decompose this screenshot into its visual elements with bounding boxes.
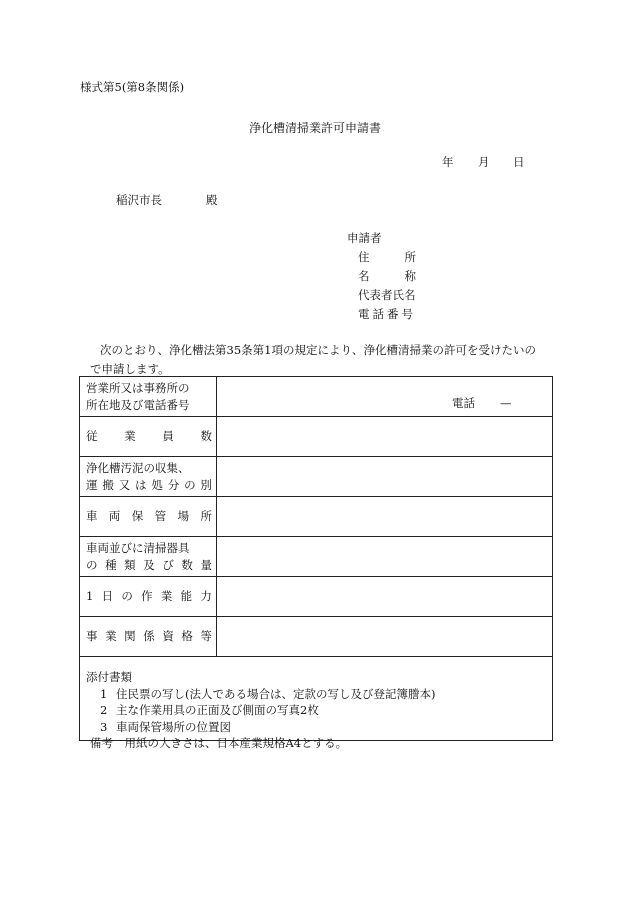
equipment-label: 車両並びに清掃器具 の 種 類 及 び 数 量 [80, 537, 217, 577]
label-char: 業 [160, 589, 173, 603]
label-char: 又 [118, 477, 131, 492]
phone-label: 電話 [452, 396, 475, 410]
application-table [79, 376, 553, 741]
attachments-heading: 添付書類 [86, 670, 132, 684]
daily-capacity-label [80, 577, 217, 617]
label-char: 格 [181, 629, 193, 643]
daily-capacity-field[interactable] [217, 577, 553, 617]
label-char: 両 [108, 509, 121, 523]
applicant-phone-label [358, 309, 416, 321]
label-char: 事 [86, 629, 98, 643]
label-char: 分 [167, 477, 180, 492]
label-char: 等 [200, 629, 212, 643]
table-row [80, 577, 553, 617]
page-title: 浄化槽清掃業許可申請書 [248, 121, 381, 135]
label-char: 運 [86, 477, 98, 492]
date-year-label: 年 [442, 155, 454, 169]
label-char: 力 [200, 589, 212, 603]
label-char: 数 [200, 429, 212, 443]
label-char: 1 [86, 589, 94, 603]
label-char: 係 [143, 629, 155, 643]
table-row [80, 657, 553, 741]
label-char: 及 [143, 557, 155, 572]
label-char: 数 [181, 557, 193, 572]
equipment-field[interactable] [217, 537, 553, 577]
qualifications-field[interactable] [217, 617, 553, 657]
applicant-name-label: 名 称 [358, 269, 416, 283]
label-char: 処 [151, 477, 163, 492]
sludge-handling-field[interactable] [217, 457, 553, 497]
attachment-item: 2 主な作業用具の正面及び側面の写真2枚 [100, 703, 319, 717]
date-month-label: 月 [478, 155, 490, 169]
addressee-honorific: 殿 [206, 193, 218, 207]
table-row [80, 617, 553, 657]
qualifications-label [80, 617, 217, 657]
table-row [80, 377, 553, 417]
label-char: 能 [180, 589, 193, 603]
attachment-item: 3 車両保管場所の位置図 [100, 719, 231, 734]
label-char: 関 [124, 629, 136, 643]
label-char: 員 [162, 429, 174, 443]
addressee-name: 稲沢市長 [116, 193, 162, 207]
label-char: 作 [141, 589, 153, 603]
employee-count-label [80, 417, 217, 457]
label-char: 搬 [102, 477, 114, 492]
office-address-label: 営業所又は事務所の 所在地及び電話番号 [80, 377, 217, 417]
remark-note: 備考 用紙の大きさは、日本産業規格A4とする。 [90, 736, 348, 750]
applicant-address-label: 住 所 [358, 250, 416, 264]
attachments-section [80, 657, 553, 741]
applicant-phone-text: 電話番号 [358, 307, 416, 321]
attachment-item: 1 住民票の写し(法人である場合は、定款の写し及び登記簿謄本) [100, 686, 436, 701]
label-char: 業 [105, 629, 117, 643]
label-char: 車 [86, 509, 98, 523]
label-char: 場 [177, 509, 190, 523]
table-row [80, 457, 553, 497]
date-day-label: 日 [513, 155, 525, 169]
phone-dash: — [500, 396, 512, 410]
label-char: は [135, 477, 147, 492]
label-char: 資 [162, 629, 174, 643]
vehicle-storage-label [80, 497, 217, 537]
label-char: の [121, 589, 133, 603]
intro-line-1: 次のとおり、浄化槽法第35条第1項の規定により、浄化槽清掃業の許可を受けたいの [100, 343, 536, 357]
label-char: 管 [154, 509, 167, 523]
label-char: 業 [124, 429, 136, 443]
label-char: の [184, 477, 196, 492]
label-char: 日 [101, 589, 114, 603]
label-char: の [86, 557, 98, 572]
label-char: 類 [124, 557, 136, 572]
label-char: 所 [200, 509, 212, 523]
label-char: 種 [105, 557, 117, 572]
intro-line-2: で申請します。 [90, 362, 170, 376]
table-row [80, 497, 553, 537]
form-number: 様式第5(第8条関係) [80, 80, 185, 94]
label-char: 保 [131, 509, 144, 523]
sludge-handling-label: 浄化槽汚泥の収集、 運 搬 又 は 処 分 の 別 [80, 457, 217, 497]
office-address-field[interactable] [217, 377, 553, 417]
label-char: 別 [200, 477, 212, 492]
label-char: び [162, 557, 174, 572]
intro-text [80, 341, 550, 379]
vehicle-storage-field[interactable] [217, 497, 553, 537]
label-char: 量 [200, 557, 212, 572]
employee-count-field[interactable] [217, 417, 553, 457]
table-row [80, 417, 553, 457]
label-char: 従 [86, 429, 98, 443]
applicant-heading: 申請者 [347, 231, 382, 245]
table-row [80, 537, 553, 577]
applicant-representative-label: 代表者氏名 [358, 288, 416, 302]
